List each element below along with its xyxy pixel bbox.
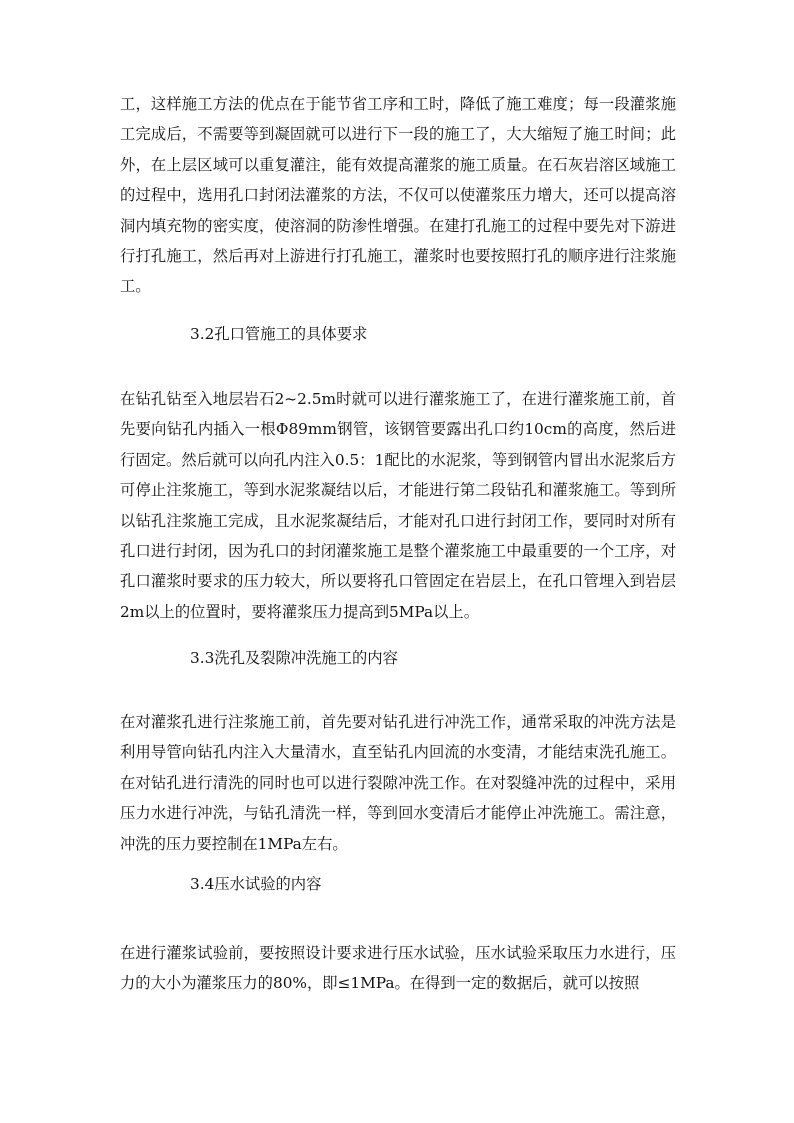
section-heading-3-2: 3.2孔口管施工的具体要求 xyxy=(190,325,368,343)
body-paragraph: 在对灌浆孔进行注浆施工前，首先要对钻孔进行冲洗工作，通常采取的冲洗方法是利用导管向钻孔内注入大量清水，直至钻孔内回流的水变清，才能结束洗孔施工。在对钻孔进行清洗的同时也可以进行裂隙冲洗工作。在对裂缝冲洗的过程中，采用压力水进行冲洗，与钻孔清洗一样，等到回水变清后才能停止冲洗施工。需注意，冲洗的压力要控制在1MPa左右。 xyxy=(120,713,676,853)
body-paragraph: 在进行灌浆试验前，要按照设计要求进行压水试验，压水试验采取压力水进行，压力的大小为灌浆压力的80%，即≤1MPa。在得到一定的数据后，就可以按照 xyxy=(120,944,676,993)
section-heading-3-3: 3.3洗孔及裂隙冲洗施工的内容 xyxy=(190,649,398,667)
body-paragraph: 在钻孔钻至入地层岩石2~2.5m时就可以进行灌浆施工了，在进行灌浆施工前，首先要向钻孔内插入一根Φ89mm钢管，该钢管要露出孔口约10cm的高度，然后进行固定。然后就可以向孔内注入0.5：1配比的水泥浆，等到钢管内冒出水泥浆后方可停止注浆施工，等到水泥浆凝结以后，才能进行第二段钻孔和灌浆施工。等到所以钻孔注浆施工完成，且水泥浆凝结后，才能对孔口进行封闭工作，要同时对所有孔口进行封闭，因为孔口的封闭灌浆施工是整个灌浆施工中最重要的一个工序，对孔口灌浆时要求的压力较大，所以要将孔口管固定在岩层上，在孔口管埋入到岩层2m以上的位置时，要将灌浆压力提高到5MPa以上。 xyxy=(120,390,676,621)
section-heading-3-4: 3.4压水试验的内容 xyxy=(190,875,322,893)
body-paragraph: 工，这样施工方法的优点在于能节省工序和工时，降低了施工难度；每一段灌浆施工完成后，不需要等到凝固就可以进行下一段的施工了，大大缩短了施工时间；此外，在上层区域可以重复灌注，能有效提高灌浆的施工质量。在石灰岩溶区域施工的过程中，选用孔口封闭法灌浆的方法，不仅可以使灌浆压力增大，还可以提高溶洞内填充物的密实度，使溶洞的防渗性增强。在建打孔施工的过程中要先对下游进行打孔施工，然后再对上游进行打孔施工，灌浆时也要按照打孔的顺序进行注浆施工。 xyxy=(120,95,676,296)
